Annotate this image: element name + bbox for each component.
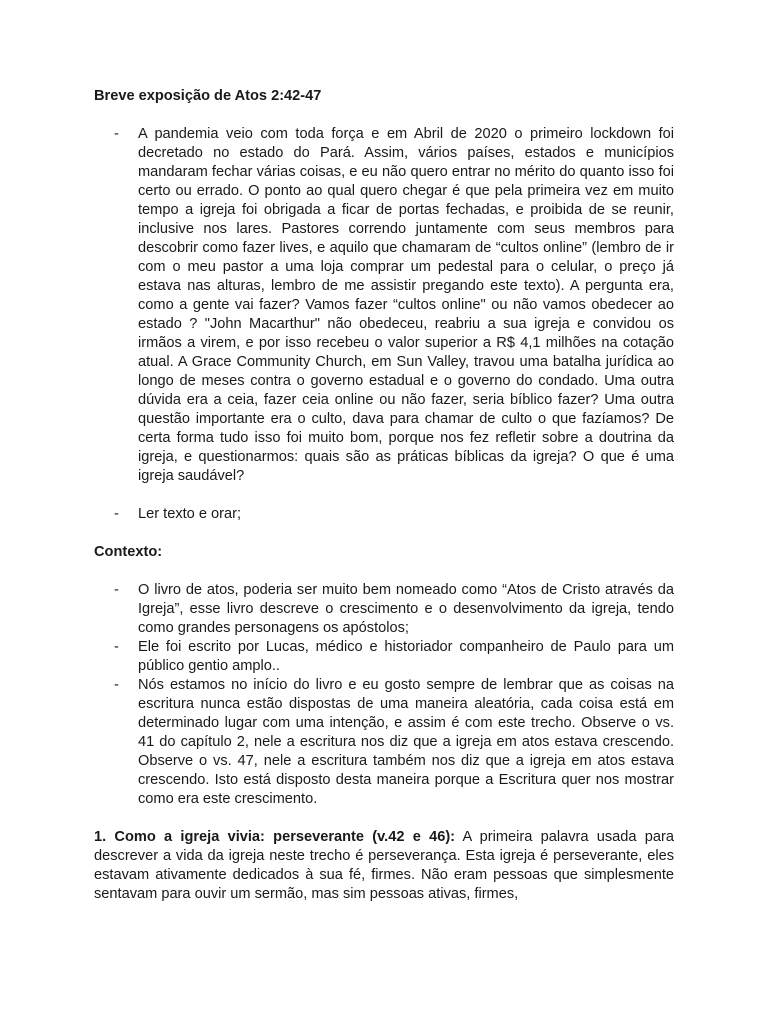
bullet-text: O livro de atos, poderia ser muito bem nomeado como “Atos de Cristo através da Igreja”, esse livro descreve o crescimento e o desenvolvimento da igreja, tendo como grandes personagens os apóstolos;	[138, 582, 674, 636]
bullet-marker: -	[114, 639, 119, 655]
bullet-marker: -	[114, 582, 119, 598]
bullet-text: A pandemia veio com toda força e em Abril de 2020 o primeiro lockdown foi decretado no estado do Pará. Assim, vários países, estados e municípios mandaram fechar várias coisas, e eu não quero entrar no mérito do quanto isso foi certo ou errado. O ponto ao qual quero chegar é que pela primeira vez em muito tempo a igreja foi obrigada a ficar de portas fechadas, e proibida de se reunir, inclusive nos lares. Pastores correndo juntamente com seus membros para descobrir como fazer lives, e aquilo que chamaram de “cultos online” (lembro de ir com o meu pastor a uma loja comprar um pedestal para o celular, o preço já estava nas alturas, lembro de me assistir pregando este texto). A pergunta era, como a gente vai fazer? Vamos fazer “cultos online" ou não vamos obedecer ao estado ? "John Macarthur" não obedeceu, reabriu a sua igreja e convidou os irmãos a virem, e por isso recebeu o valor superior a R$ 4,1 milhões na cotação atual. A Grace Community Church, em Sun Valley, travou uma batalha jurídica ao longo de meses contra o governo estadual e o governo do condado. Uma outra dúvida era a ceia, fazer ceia online ou não fazer, seria bíblico fazer? Uma outra questão importante era o culto, dava para chamar de culto o que fazíamos? De certa forma tudo isso foi muito bom, porque nos fez refletir sobre a doutrina da igreja, e questionarmos: quais são as práticas bíblicas da igreja? O que é uma igreja saudável?	[138, 126, 674, 484]
bullet-marker: -	[114, 506, 119, 522]
list-item	[94, 581, 674, 638]
section-1-text: A primeira palavra usada para descrever a vida da igreja neste trecho é perseverança. Esta igreja é perseverante, eles estavam ativamente dedicados à sua fé, firmes. Não eram pessoas que simplesmente sentavam para ouvir um sermão, mas sim pessoas ativas, firmes,	[94, 829, 674, 902]
document-page	[94, 87, 674, 904]
bullet-text: Ler texto e orar;	[138, 506, 242, 522]
list-item	[94, 125, 674, 486]
intro-bullet-list	[94, 125, 674, 524]
document-title: Breve exposição de Atos 2:42-47	[94, 88, 322, 104]
bullet-text: Ele foi escrito por Lucas, médico e historiador companheiro de Paulo para um público gentio amplo..	[138, 639, 674, 674]
bullet-marker: -	[114, 126, 119, 142]
list-item	[94, 638, 674, 676]
section-1-heading: 1. Como a igreja vivia: perseverante (v.42 e 46):	[94, 829, 456, 845]
list-item	[94, 676, 674, 809]
bullet-text: Nós estamos no início do livro e eu gosto sempre de lembrar que as coisas na escritura nunca estão dispostas de uma maneira aleatória, cada coisa está em determinado lugar com uma intenção, e assim é com este trecho. Observe o vs. 41 do capítulo 2, nele a escritura nos diz que a igreja em atos estava crescendo. Observe o vs. 47, nele a escritura também nos diz que a igreja em atos estava crescendo. Isto está disposto desta maneira porque a Escritura quer nos mostrar como era este crescimento.	[138, 677, 674, 807]
context-bullet-list	[94, 581, 674, 809]
section-1-paragraph	[94, 828, 674, 904]
list-item	[94, 505, 674, 524]
context-heading: Contexto:	[94, 544, 163, 560]
bullet-marker: -	[114, 677, 119, 693]
